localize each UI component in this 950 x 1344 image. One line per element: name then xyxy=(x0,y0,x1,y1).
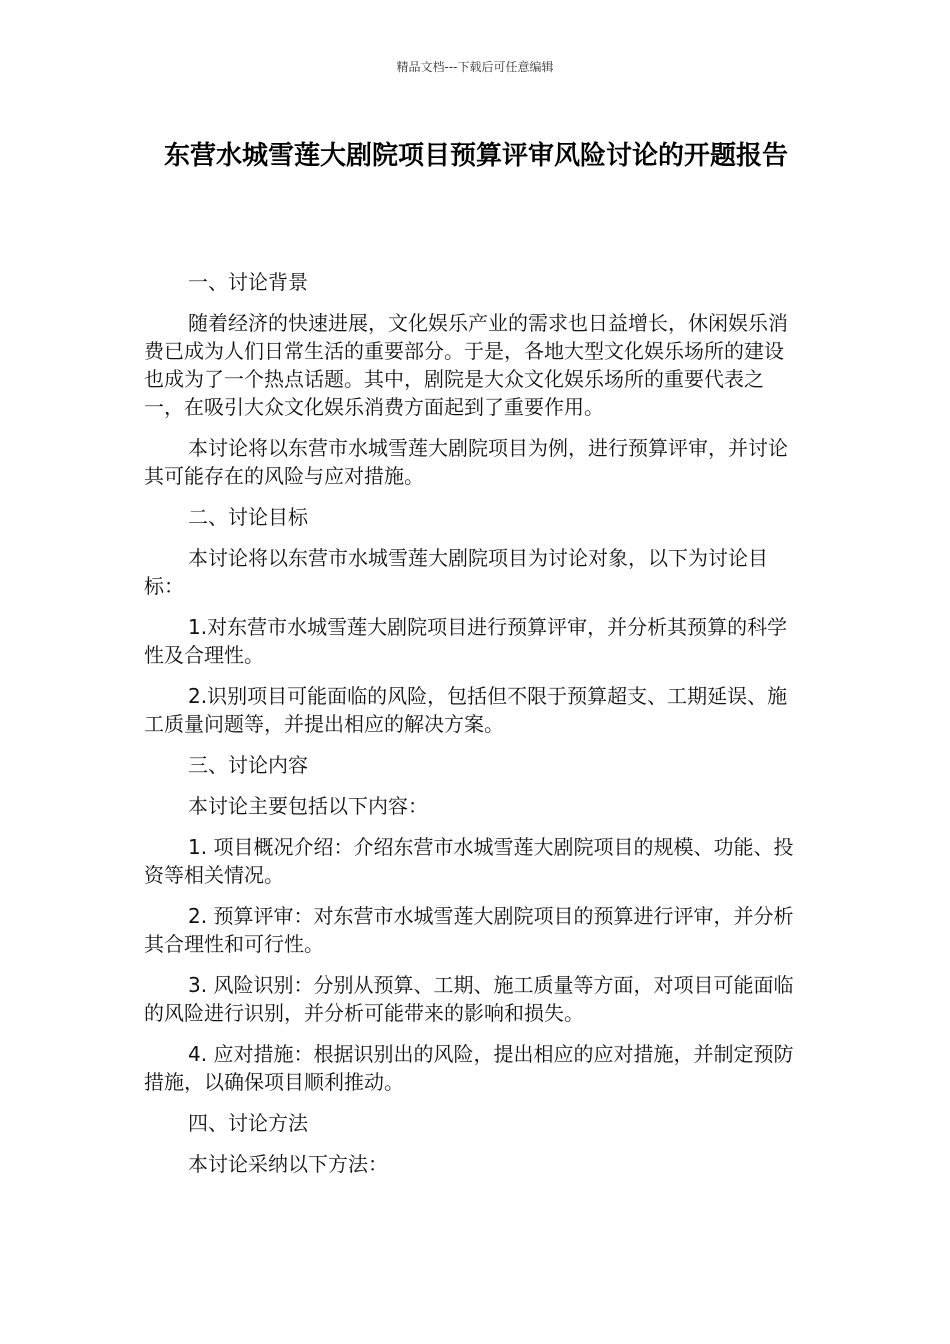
paragraph-background: 随着经济的快速进展，文化娱乐产业的需求也日益增长，休闲娱乐消费已成为人们日常生活的重要部分。于是，各地大型文化娱乐场所的建设也成为了一个热点话题。其中，剧院是大众文化娱乐场所的重要代表之一，在吸引大众文化娱乐消费方面起到了重要作用。 xyxy=(144,311,788,419)
paragraph-methods-intro: 本讨论采纳以下方法： xyxy=(188,1152,388,1176)
section-heading-methods: 四、讨论方法 xyxy=(188,1111,308,1135)
document-body xyxy=(144,268,800,1178)
list-item-content-1: 1. 项目概况介绍：介绍东营市水城雪莲大剧院项目的规模、功能、投资等相关情况。 xyxy=(144,835,794,887)
section-heading-background: 一、讨论背景 xyxy=(188,270,308,294)
list-item-content-3: 3. 风险识别：分别从预算、工期、施工质量等方面，对项目可能面临的风险进行识别，并分析可能带来的影响和损失。 xyxy=(144,973,794,1025)
list-item-content-4: 4. 应对措施：根据识别出的风险，提出相应的应对措施，并制定预防措施，以确保项目顺利推动。 xyxy=(144,1042,794,1094)
paragraph-content-intro: 本讨论主要包括以下内容： xyxy=(188,794,428,818)
section-heading-content: 三、讨论内容 xyxy=(188,753,308,777)
paragraph-goals-intro: 本讨论将以东营市水城雪莲大剧院项目为讨论对象，以下为讨论目标： xyxy=(144,546,768,598)
header-note: 精品文档---下载后可任意编辑 xyxy=(396,60,554,74)
list-item-content-2: 2. 预算评审：对东营市水城雪莲大剧院项目的预算进行评审，并分析其合理性和可行性。 xyxy=(144,904,794,956)
paragraph-scope: 本讨论将以东营市水城雪莲大剧院项目为例，进行预算评审，并讨论其可能存在的风险与应对措施。 xyxy=(144,436,788,488)
section-heading-goals: 二、讨论目标 xyxy=(188,505,308,529)
document-title: 东营水城雪莲大剧院项目预算评审风险讨论的开题报告 xyxy=(163,141,788,171)
list-item-goal-1: 1.对东营市水城雪莲大剧院项目进行预算评审，并分析其预算的科学性及合理性。 xyxy=(144,615,788,667)
list-item-goal-2: 2.识别项目可能面临的风险，包括但不限于预算超支、工期延误、施工质量问题等，并提出相应的解决方案。 xyxy=(144,684,788,736)
